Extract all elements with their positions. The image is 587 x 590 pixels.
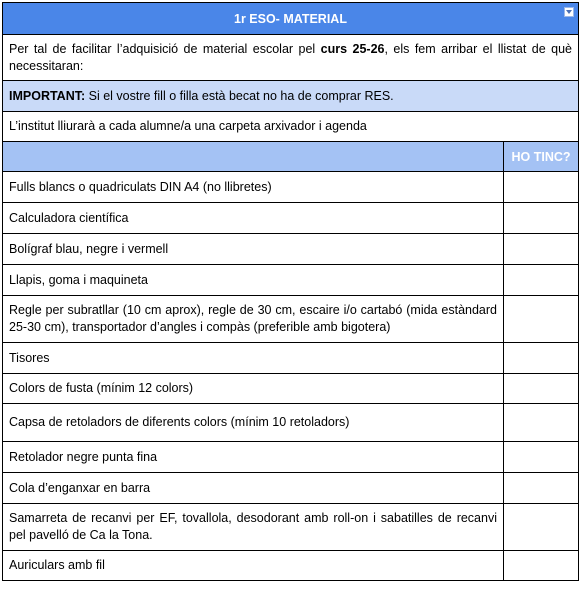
ho-tinc-header: HO TINC? <box>503 142 578 171</box>
important-text: IMPORTANT: Si el vostre fill o filla està becat no ha de comprar RES. <box>9 88 394 103</box>
ho-tinc-cell[interactable] <box>503 404 578 441</box>
item-column-header <box>3 142 503 171</box>
list-item <box>3 342 578 373</box>
table-title-row <box>3 3 578 34</box>
important-label: IMPORTANT: <box>9 88 86 103</box>
ho-tinc-cell[interactable] <box>503 172 578 202</box>
note-text: L’institut lliurarà a cada alumne/a una carpeta arxivador i agenda <box>9 119 367 133</box>
list-item <box>3 264 578 295</box>
important-row <box>3 80 578 111</box>
list-item <box>3 171 578 202</box>
intro-row <box>3 34 578 80</box>
column-header-row <box>3 141 578 171</box>
list-item <box>3 202 578 233</box>
item-label: Capsa de retoladors de diferents colors (mínim 10 retoladors) <box>9 415 350 429</box>
material-table <box>2 2 579 581</box>
item-label: Regle per subratllar (10 cm aprox), regle de 30 cm, escaire i/o cartabó (mida estàndard 25-30 cm), transportador d’angles i compàs (preferible amb bigotera) <box>9 303 497 334</box>
list-item <box>3 550 578 580</box>
item-label: Auriculars amb fil <box>9 558 105 572</box>
table-title: 1r ESO- MATERIAL <box>234 11 347 26</box>
item-label: Tisores <box>9 350 50 365</box>
ho-tinc-cell[interactable] <box>503 374 578 403</box>
dropdown-arrow-icon[interactable] <box>564 7 574 17</box>
intro-text: Per tal de facilitar l’adquisició de material escolar pel curs 25-26, els fem arribar el llistat de què necessitaran: <box>9 41 572 73</box>
list-item <box>3 295 578 342</box>
item-label: Llapis, goma i maquineta <box>9 272 148 287</box>
ho-tinc-cell[interactable] <box>503 343 578 373</box>
list-item <box>3 373 578 403</box>
list-item <box>3 441 578 472</box>
item-label: Calculadora científica <box>9 210 129 225</box>
ho-tinc-cell[interactable] <box>503 504 578 550</box>
list-item <box>3 472 578 503</box>
ho-tinc-cell[interactable] <box>503 442 578 472</box>
list-item <box>3 403 578 441</box>
item-label: Retolador negre punta fina <box>9 449 158 464</box>
list-item <box>3 503 578 550</box>
ho-tinc-cell[interactable] <box>503 551 578 580</box>
ho-tinc-cell[interactable] <box>503 203 578 233</box>
item-label: Colors de fusta (mínim 12 colors) <box>9 381 194 395</box>
ho-tinc-cell[interactable] <box>503 473 578 503</box>
intro-course: curs 25-26 <box>320 41 385 56</box>
item-label: Cola d’enganxar en barra <box>9 480 151 495</box>
item-label: Bolígraf blau, negre i vermell <box>9 241 169 256</box>
item-label: Samarreta de recanvi per EF, tovallola, desodorant amb roll-on i sabatilles de recanvi pel pavelló de Ca la Tona. <box>9 511 497 542</box>
ho-tinc-cell[interactable] <box>503 234 578 264</box>
ho-tinc-cell[interactable] <box>503 296 578 342</box>
note-row <box>3 111 578 141</box>
list-item <box>3 233 578 264</box>
item-label: Fulls blancs o quadriculats DIN A4 (no llibretes) <box>9 179 272 194</box>
ho-tinc-cell[interactable] <box>503 265 578 295</box>
